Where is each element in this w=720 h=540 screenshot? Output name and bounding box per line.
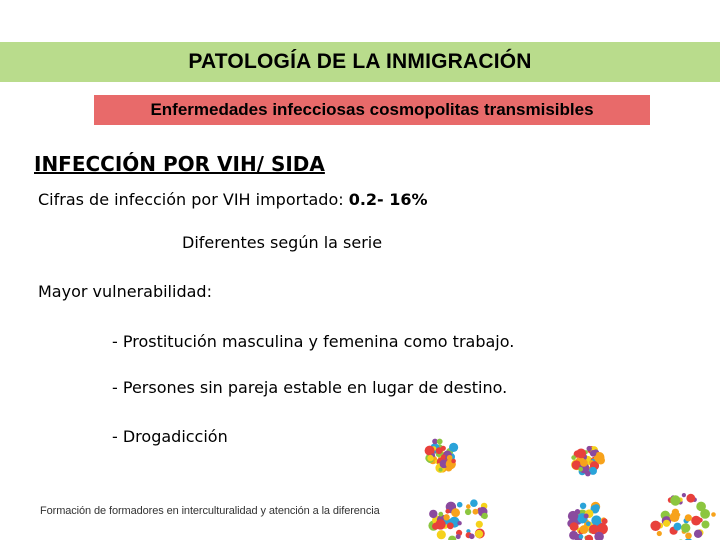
logo-dot — [587, 446, 592, 451]
logo-dot — [670, 495, 680, 505]
logo-dot — [702, 521, 710, 529]
logo-dot — [682, 493, 686, 497]
logo-dot — [597, 456, 605, 464]
mayor-vulnerabilidad-line: Mayor vulnerabilidad: — [38, 282, 212, 301]
logo-dot — [579, 534, 584, 539]
bullet-persones: - Persones sin pareja estable en lugar de destino. — [112, 378, 508, 397]
logo-dot — [586, 522, 591, 527]
logo-dot — [439, 468, 443, 472]
logo-dot — [569, 531, 578, 540]
logo-dot — [438, 512, 443, 517]
logo-dot — [457, 521, 461, 525]
logo-dot — [456, 534, 461, 539]
logo-dot — [576, 449, 586, 459]
logo-dot — [580, 503, 586, 509]
logo-dot — [429, 510, 437, 518]
logo-dot — [451, 459, 456, 464]
logo-dot — [449, 443, 458, 452]
logo-dot — [447, 522, 454, 529]
bullet-drogadiccion: - Drogadicción — [112, 427, 228, 446]
logo-dot — [482, 513, 488, 519]
logo-dot — [590, 450, 597, 457]
logo-dot — [437, 439, 443, 445]
logo-dot — [457, 502, 463, 508]
section-heading: INFECCIÓN POR VIH/ SIDA — [34, 152, 325, 176]
logo-dot — [674, 523, 682, 531]
logo-dot — [694, 530, 702, 538]
title-band — [0, 42, 720, 82]
logo-dot — [447, 455, 453, 461]
logo-dot — [593, 504, 600, 511]
logo-dot — [451, 508, 460, 517]
cifras-value: 0.2- 16% — [348, 190, 428, 209]
logo-dot — [685, 514, 692, 521]
cifras-label: Cifras de infección por VIH importado: — [38, 190, 349, 209]
subtitle-box — [94, 95, 650, 125]
logo-dot — [469, 534, 475, 540]
logo-dot — [685, 533, 692, 540]
logo-dot — [473, 509, 479, 515]
logo-dot — [427, 455, 433, 461]
logo-dot — [476, 521, 483, 528]
logo-dot — [448, 536, 456, 540]
logo-dot — [663, 520, 670, 527]
logo-dot — [650, 521, 660, 531]
logo-dot — [580, 459, 588, 467]
logo-dot — [441, 454, 446, 459]
logo-dot — [443, 514, 449, 520]
bullet-prostitucion: - Prostitución masculina y femenina como trabajo. — [112, 332, 515, 351]
logo-dot — [698, 518, 703, 523]
page-title: PATOLOGÍA DE LA INMIGRACIÓN — [188, 50, 532, 73]
logo-dot — [571, 455, 576, 460]
logo-dot — [445, 509, 450, 514]
logo-dot — [470, 499, 478, 507]
multicolor-dots-logo-icon — [412, 432, 720, 540]
logo-dot — [585, 471, 591, 477]
logo-dot — [700, 509, 710, 519]
logo-dot — [676, 513, 680, 517]
logo-dot — [686, 494, 695, 503]
logo-dot — [681, 523, 690, 532]
logo-dot — [568, 511, 578, 521]
logo-dot — [578, 467, 583, 472]
logo-dot — [475, 530, 483, 538]
logo-dot — [657, 531, 662, 536]
logo-dot — [585, 536, 589, 540]
diferentes-line: Diferentes según la serie — [182, 233, 383, 252]
cifras-line — [38, 190, 428, 209]
logo-dot — [570, 522, 579, 531]
logo-dot — [465, 509, 471, 515]
logo-dot — [437, 530, 446, 539]
logo-dot — [432, 523, 439, 530]
logo-dot — [436, 447, 443, 454]
logo-dot — [602, 518, 608, 524]
logo-dot — [584, 514, 589, 519]
logo-dot — [711, 512, 716, 517]
logo-dot — [580, 525, 589, 534]
subtitle: Enfermedades infecciosas cosmopolitas transmisibles — [150, 100, 594, 119]
logo-dot — [466, 504, 471, 509]
footer-text: Formación de formadores en interculturalidad y atención a la diferencia — [40, 505, 380, 517]
